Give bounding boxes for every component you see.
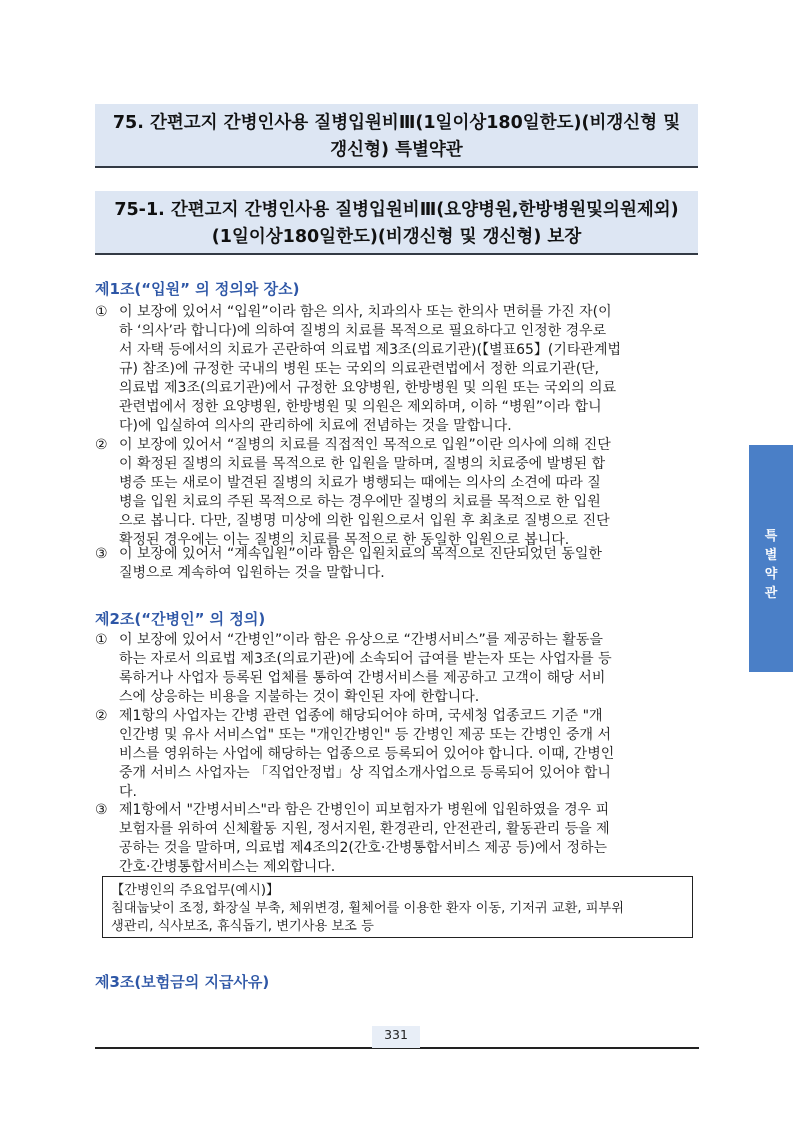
side-tab-char: 별 xyxy=(764,548,778,563)
paragraph-body xyxy=(119,436,699,550)
side-tab-char: 관 xyxy=(764,586,778,601)
text-line: 이 보장에 있어서 “간병인”이라 함은 유상으로 “간병서비스”를 제공하는 활동을 xyxy=(119,632,603,648)
text-line: 스에 상응하는 비용을 지불하는 것이 확인된 자에 한합니다. xyxy=(119,689,480,705)
article-1-paragraph-3 xyxy=(95,545,699,583)
section-title xyxy=(95,104,698,168)
subsection-title-line-2: (1일이상180일한도)(비갱신형 및 갱신형) 보장 xyxy=(211,227,582,247)
text-line: 비스를 영위하는 사업에 해당하는 업종으로 등록되어 있어야 합니다. 이때, 간병인 xyxy=(119,746,615,762)
paragraph-body xyxy=(119,801,699,877)
text-line: 질병으로 계속하여 입원하는 것을 말합니다. xyxy=(119,565,385,581)
text-line: 하 ‘의사’라 합니다)에 의하여 질병의 치료를 목적으로 필요하다고 인정한 경우로 xyxy=(119,323,607,339)
text-line: 서 자택 등에서의 치료가 곤란하여 의료법 제3조(의료기관)(【별표65】(기타관계법 xyxy=(119,342,621,358)
text-line: 제1항에서 "간병서비스"라 함은 간병인이 피보험자가 병원에 입원하였을 경우 피 xyxy=(119,802,610,818)
text-line: 병을 입원 치료의 주된 목적으로 하는 경우에만 질병의 치료를 목적으로 한 입원 xyxy=(119,494,601,510)
caregiver-duties-box xyxy=(102,876,693,938)
text-line: 확정된 경우에는 이는 질병의 치료를 목적으로 한 동일한 입원으로 봅니다. xyxy=(119,532,570,548)
text-line: 으로 봅니다. 다만, 질병명 미상에 의한 입원으로서 입원 후 최초로 질병으로 진단 xyxy=(119,513,610,529)
article-1-paragraph-2 xyxy=(95,436,699,550)
article-2-paragraph-2 xyxy=(95,707,699,802)
section-title-line-1: 75. 간편고지 간병인사용 질병입원비Ⅲ(1일이상180일한도)(비갱신형 및 xyxy=(112,113,681,133)
paragraph-number: ② xyxy=(95,708,108,724)
subsection-title xyxy=(95,191,698,255)
side-tab-special-terms[interactable] xyxy=(749,445,793,672)
text-line: 이 보장에 있어서 “질병의 치료를 직접적인 목적으로 입원”이란 의사에 의해 진단 xyxy=(119,437,611,453)
article-1-paragraph-1 xyxy=(95,303,699,436)
article-3-heading: 제3조(보험금의 지급사유) xyxy=(95,973,270,991)
article-2-paragraph-1 xyxy=(95,631,699,707)
text-line: 다. xyxy=(119,784,137,800)
paragraph-number: ② xyxy=(95,437,108,453)
text-line: 관련법에서 정한 요양병원, 한방병원 및 의원은 제외하며, 이하 “병원”이라 합니 xyxy=(119,399,602,415)
article-1-heading: 제1조(“입원” 의 정의와 장소) xyxy=(95,280,300,298)
text-line: 이 보장에 있어서 “계속입원”이라 함은 입원치료의 목적으로 진단되었던 동일한 xyxy=(119,546,602,562)
page-number: 331 xyxy=(372,1026,420,1048)
box-line: 침대눕낮이 조정, 화장실 부축, 체위변경, 휠체어를 이용한 환자 이동, 기저귀 교환, 피부위 xyxy=(111,901,624,916)
text-line: 이 확정된 질병의 치료를 목적으로 한 입원을 말하며, 질병의 치료중에 발병된 합 xyxy=(119,456,606,472)
box-line: 생관리, 식사보조, 휴식돕기, 변기사용 보조 등 xyxy=(111,919,374,934)
text-line: 중개 서비스 사업자는 「직업안정법」상 직업소개사업으로 등록되어 있어야 합니 xyxy=(119,765,611,781)
side-tab-char: 특 xyxy=(764,529,778,544)
text-line: 인간병 및 유사 서비스업" 또는 "개인간병인" 등 간병인 제공 또는 간병인 중개 서 xyxy=(119,727,611,743)
article-2-heading: 제2조(“간병인” 의 정의) xyxy=(95,610,266,628)
text-line: 보험자를 위하여 신체활동 지원, 정서지원, 환경관리, 안전관리, 활동관리 등을 제 xyxy=(119,821,610,837)
text-line: 제1항의 사업자는 간병 관련 업종에 해당되어야 하며, 국세청 업종코드 기준 "개 xyxy=(119,708,603,724)
paragraph-body xyxy=(119,707,699,802)
paragraph-body xyxy=(119,545,699,583)
text-line: 록하거나 사업자 등록된 업체를 통하여 간병서비스를 제공하고 고객이 해당 서비 xyxy=(119,670,606,686)
text-line: 규) 참조)에 규정한 국내의 병원 또는 국외의 의료관련법에서 정한 의료기관(단, xyxy=(119,361,600,377)
paragraph-body xyxy=(119,631,699,707)
paragraph-number: ③ xyxy=(95,802,108,818)
article-2-paragraph-3 xyxy=(95,801,699,877)
text-line: 간호·간병통합서비스는 제외합니다. xyxy=(119,859,336,875)
text-line: 다)에 입실하여 의사의 관리하에 치료에 전념하는 것을 말합니다. xyxy=(119,418,512,434)
text-line: 이 보장에 있어서 “입원”이라 함은 의사, 치과의사 또는 한의사 면허를 가진 자(이 xyxy=(119,304,612,320)
text-line: 하는 자로서 의료법 제3조(의료기관)에 소속되어 급여를 받는자 또는 사업자를 등 xyxy=(119,651,612,667)
paragraph-number: ③ xyxy=(95,546,108,562)
subsection-title-line-1: 75-1. 간편고지 간병인사용 질병입원비Ⅲ(요양병원,한방병원및의원제외) xyxy=(114,200,679,220)
text-line: 의료법 제3조(의료기관)에서 규정한 요양병원, 한방병원 및 의원 또는 국외의 의료 xyxy=(119,380,617,396)
text-line: 병증 또는 새로이 발견된 질병의 치료가 병행되는 때에는 의사의 소견에 따라 질 xyxy=(119,475,601,491)
paragraph-number: ① xyxy=(95,632,108,648)
box-title: 【간병인의 주요업무(예시)】 xyxy=(111,883,280,898)
paragraph-body xyxy=(119,303,699,436)
text-line: 공하는 것을 말하며, 의료법 제4조의2(간호·간병통합서비스 제공 등)에서 정하는 xyxy=(119,840,608,856)
side-tab-char: 약 xyxy=(764,567,778,582)
section-title-line-2: 갱신형) 특별약관 xyxy=(330,140,463,160)
paragraph-number: ① xyxy=(95,304,108,320)
